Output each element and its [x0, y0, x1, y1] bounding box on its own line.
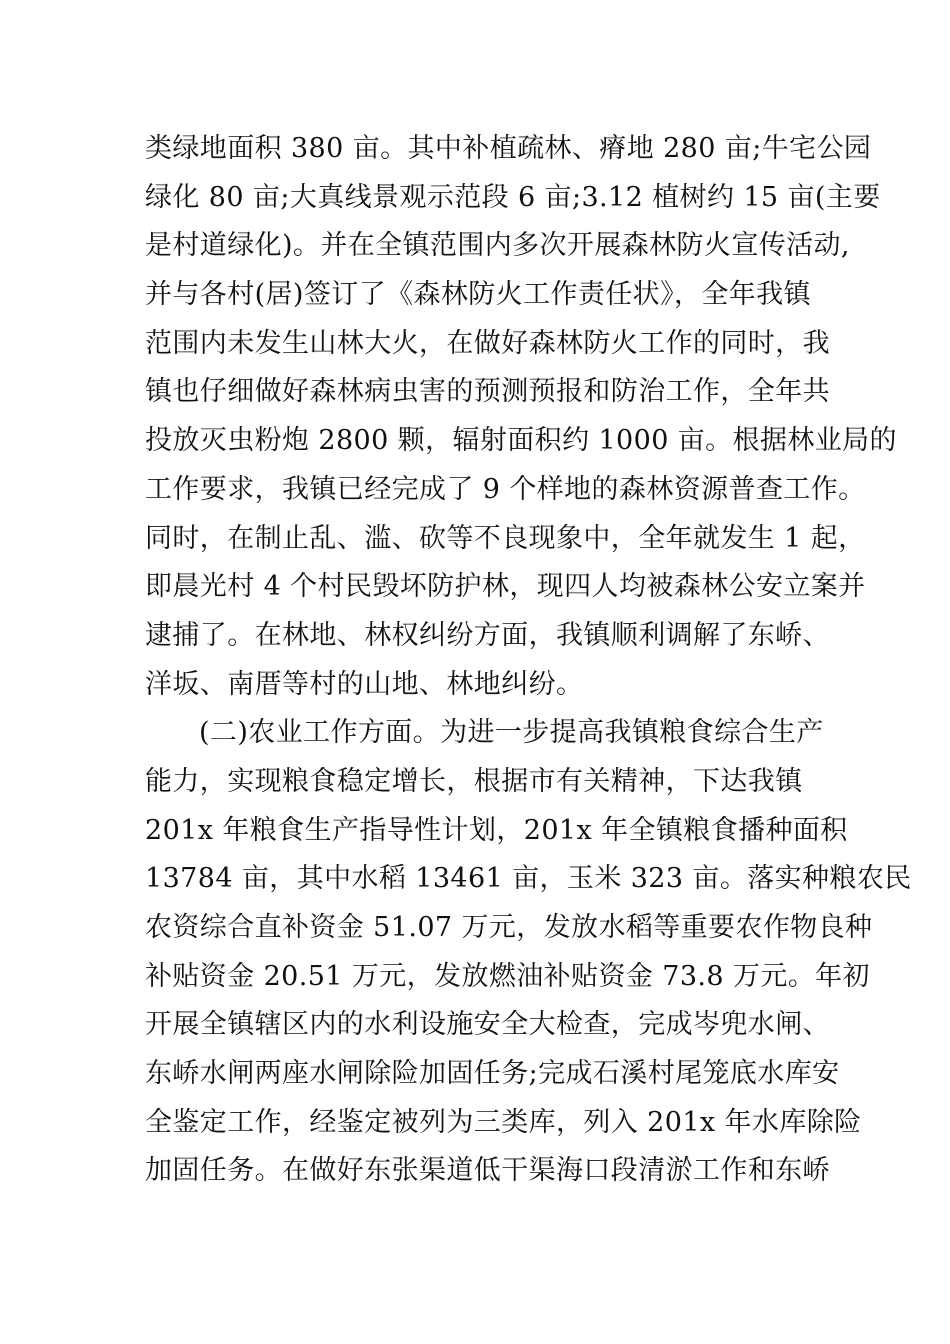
- text-line: 逮捕了。在林地、林权纠纷方面，我镇顺利调解了东峤、: [145, 619, 830, 651]
- text-line: 范围内未发生山林大火，在做好森林防火工作的同时，我: [145, 327, 830, 359]
- text-line: (二)农业工作方面。为进一步提高我镇粮食综合生产: [199, 717, 824, 749]
- text-line: 投放灭虫粉炮 2800 颗，辐射面积约 1000 亩。根据林业局的: [145, 425, 897, 457]
- text-line: 201x 年粮食生产指导性计划，201x 年全镇粮食播种面积: [145, 814, 848, 846]
- text-line: 洋坂、南厝等村的山地、林地纠纷。: [145, 668, 584, 700]
- text-line: 类绿地面积 380 亩。其中补植疏林、瘠地 280 亩;牛宅公园: [145, 133, 872, 164]
- text-line: 同时，在制止乱、滥、砍等不良现象中，全年就发生 1 起，: [145, 522, 866, 554]
- text-line: 并与各村(居)签订了《森林防火工作责任状》，全年我镇: [145, 279, 811, 311]
- text-line: 开展全镇辖区内的水利设施安全大检查，完成岑兜水闸、: [145, 1009, 830, 1041]
- text-line: 农资综合直补资金 51.07 万元，发放水稻等重要农作物良种: [145, 912, 873, 943]
- text-line: 补贴资金 20.51 万元，发放燃油补贴资金 73.8 万元。年初: [145, 960, 870, 992]
- paragraph-forestry: [145, 125, 897, 709]
- text-line: 镇也仔细做好森林病虫害的预测预报和防治工作，全年共: [145, 376, 830, 408]
- text-line: 能力，实现粮食稳定增长，根据市有关精神，下达我镇: [145, 765, 803, 797]
- text-line: 工作要求，我镇已经完成了 9 个样地的森林资源普查工作。: [145, 473, 866, 505]
- text-line: 即晨光村 4 个村民毁坏防护林，现四人均被森林公安立案并: [145, 571, 866, 603]
- text-line: 绿化 80 亩;大真线景观示范段 6 亩;3.12 植树约 15 亩(主要: [145, 181, 881, 213]
- paragraph-agriculture: [145, 709, 912, 1196]
- text-line: 东峤水闸两座水闸除险加固任务;完成石溪村尾笼底水库安: [145, 1058, 840, 1090]
- text-line: 加固任务。在做好东张渠道低干渠海口段清淤工作和东峤: [145, 1155, 830, 1187]
- text-line: 13784 亩，其中水稻 13461 亩，玉米 323 亩。落实种粮农民: [145, 863, 912, 895]
- text-line: 是村道绿化)。并在全镇范围内多次开展森林防火宣传活动,: [145, 230, 850, 262]
- text-line: 全鉴定工作，经鉴定被列为三类库，列入 201x 年水库除险: [145, 1106, 862, 1138]
- document-body: [145, 125, 912, 1196]
